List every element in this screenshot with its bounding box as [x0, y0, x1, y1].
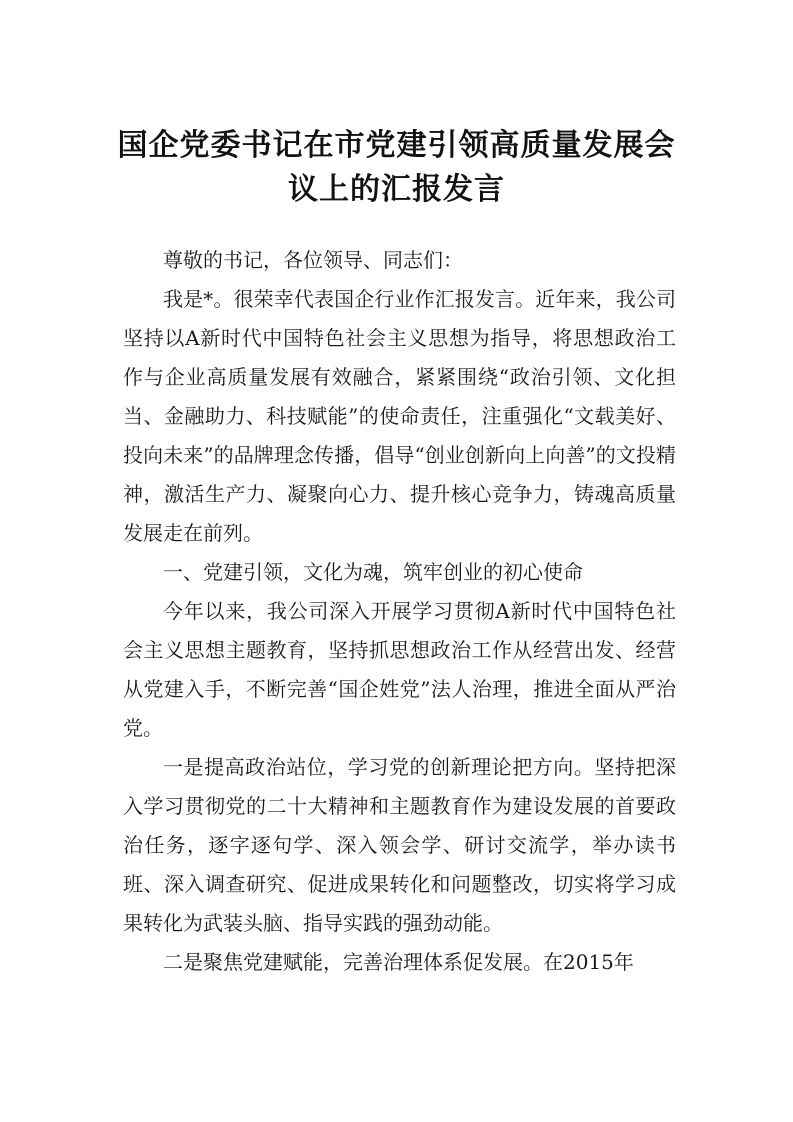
- document-body: [123, 241, 676, 982]
- point-1-paragraph: 一是提高政治站位，学习党的创新理论把方向。坚持把深入学习贯彻党的二十大精神和主题教育作为建设发展的首要政治任务，逐字逐句学、深入领会学、研讨交流学，举办读书班、深入调查研究、促进成果转化和问题整改，切实将学习成果转化为武装头脑、指导实践的强劲动能。: [123, 755, 676, 935]
- intro-paragraph: 我是*。很荣幸代表国企行业作汇报发言。近年来，我公司坚持以A新时代中国特色社会主义思想为指导，将思想政治工作与企业高质量发展有效融合，紧紧围绕“政治引领、文化担当、金融助力、科技赋能”的使命责任，注重强化“文载美好、投向未来”的品牌理念传播，倡导“创业创新向上向善”的文投精神，激活生产力、凝聚向心力、提升核心竞争力，铸魂高质量发展走在前列。: [123, 287, 676, 545]
- point-2-paragraph: 二是聚焦党建赋能，完善治理体系促发展。在2015年: [163, 950, 634, 974]
- document-title-line-1: 国企党委书记在市党建引领高质量发展会: [117, 128, 676, 163]
- section-heading-1: 一、党建引领，文化为魂，筑牢创业的初心使命: [163, 560, 583, 584]
- section-1-paragraph: 今年以来，我公司深入开展学习贯彻A新时代中国特色社会主义思想主题教育，坚持抓思想政治工作从经营出发、经营从党建入手，不断完善“国企姓党”法人治理，推进全面从严治党。: [123, 599, 676, 740]
- salutation-paragraph: 尊敬的书记，各位领导、同志们：: [163, 248, 463, 272]
- document-title-line-2: 议上的汇报发言: [288, 172, 505, 207]
